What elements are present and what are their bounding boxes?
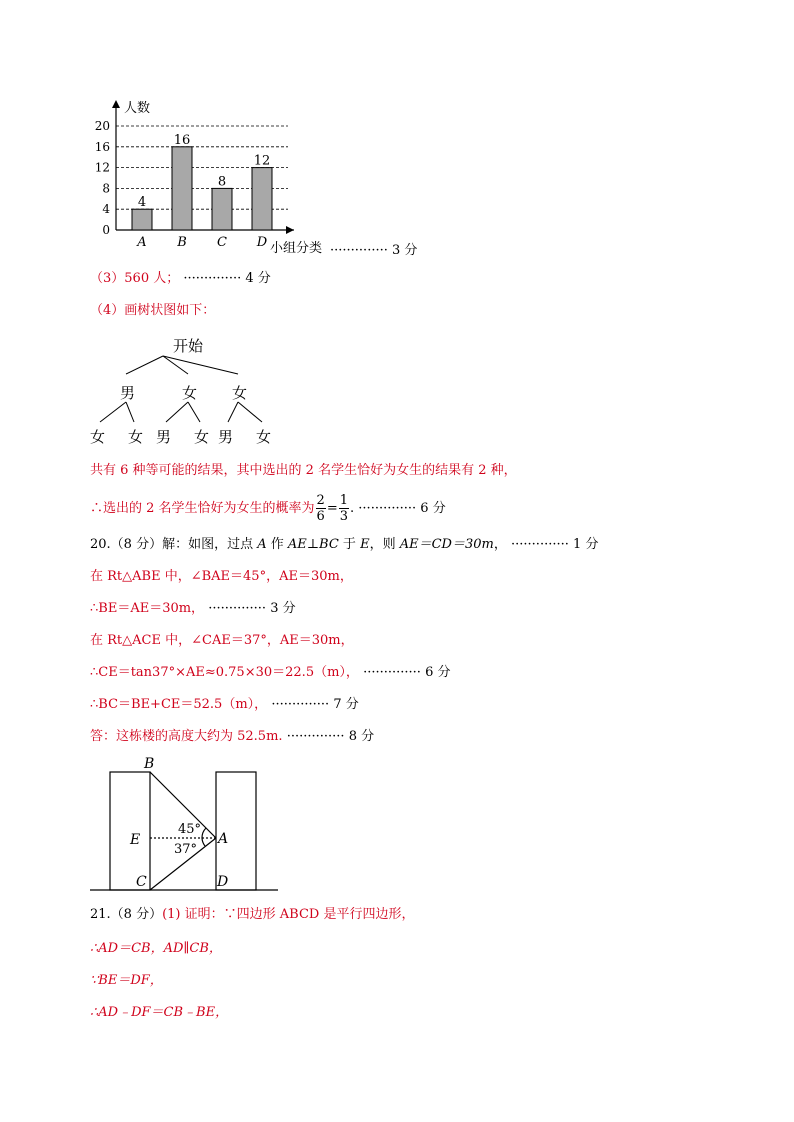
fraction-1-3 — [339, 493, 349, 524]
tree-node-l2: 女 — [90, 428, 106, 446]
tree-node-l1: 男 — [120, 384, 136, 402]
y-tick-label: 12 — [94, 160, 110, 175]
fraction-2-6 — [316, 493, 326, 524]
score-value: 4 — [245, 271, 254, 286]
part4-line: （4）画树状图如下： — [90, 303, 216, 318]
category-label: A — [137, 235, 147, 250]
probability-line — [90, 492, 446, 526]
leader-dots: ·············· — [330, 243, 388, 258]
fraction-denominator: 6 — [316, 509, 325, 524]
bar — [252, 168, 272, 230]
building-left — [110, 772, 150, 890]
perp-symbol: ⊥ — [306, 537, 320, 552]
q21-heading — [90, 906, 414, 924]
q20-head-equation: AE＝CD＝30m — [399, 537, 494, 552]
building-figure — [86, 754, 286, 894]
tree-diagram — [88, 334, 288, 448]
x-axis-label: 小组分类 — [270, 241, 323, 256]
angle-arc-45 — [202, 828, 206, 838]
probability-text: ∴选出的 2 名学生恰好为女生的概率为 — [90, 501, 315, 516]
q21-head-text: 21.（8 分） — [90, 907, 163, 922]
chart-score-line — [330, 242, 417, 260]
period: . — [350, 501, 355, 516]
bar — [212, 188, 232, 230]
q20-heading — [90, 536, 598, 554]
bar-value-label: 4 — [137, 195, 147, 211]
leader-dots: ·············· — [363, 665, 421, 680]
bar-value-label: 12 — [253, 153, 271, 169]
score-unit: 分 — [257, 271, 271, 286]
q21-head-red: (1) 证明：∵四边形 ABCD 是平行四边形， — [162, 907, 415, 922]
q20-line-3 — [90, 600, 296, 618]
score-unit: 分 — [437, 665, 451, 680]
score-value: 6 — [425, 665, 434, 680]
y-tick-label: 4 — [102, 202, 110, 217]
tree-root: 开始 — [173, 337, 204, 355]
score-value: 3 — [392, 243, 401, 258]
q20-head-end: ， — [493, 537, 507, 552]
category-label: D — [256, 235, 268, 250]
score-unit: 分 — [585, 537, 599, 552]
tree-node-l1: 女 — [232, 384, 248, 402]
leader-dots: ·············· — [286, 729, 345, 744]
y-tick-label: 20 — [94, 119, 110, 133]
tree-node-l2: 男 — [218, 428, 234, 446]
leader-dots: ·············· — [271, 697, 330, 712]
leader-dots: ·············· — [511, 537, 569, 552]
score-value: 6 — [420, 501, 429, 516]
q20-line-2: 在 Rt△ABE 中，∠BAE＝45°，AE＝30m， — [90, 569, 353, 584]
angle-arc-37 — [202, 838, 205, 846]
fraction-denominator: 3 — [339, 509, 349, 524]
score-unit: 分 — [404, 243, 418, 258]
score-unit: 分 — [432, 501, 446, 516]
label-d: D — [217, 874, 229, 890]
leader-dots: ·············· — [208, 601, 267, 616]
q20-head-ze: ，则 — [369, 537, 396, 552]
q20-answer-line — [90, 728, 374, 746]
q20-line-6 — [90, 696, 359, 714]
bar — [172, 147, 192, 230]
angle-45-label: 45° — [178, 822, 202, 837]
score-value: 3 — [270, 601, 279, 616]
bar-chart — [88, 96, 323, 256]
bar-value-label: 8 — [217, 174, 227, 190]
point-a: A — [257, 537, 267, 552]
leader-dots: ·············· — [358, 501, 417, 516]
category-label: C — [217, 235, 227, 250]
q20-answer-text: 答：这栋楼的高度大约为 52.5m. — [90, 729, 283, 744]
label-b: B — [144, 756, 155, 772]
tree-node-l2: 女 — [194, 428, 210, 446]
y-axis-arrow — [112, 100, 120, 108]
label-c: C — [136, 874, 147, 890]
y-axis-label: 人数 — [124, 101, 151, 116]
score-unit: 分 — [345, 697, 359, 712]
bar-value-label: 16 — [173, 132, 191, 148]
q20-head-text: 20.（8 分）解：如图，过点 — [90, 537, 254, 552]
part3-text: （3）560 人； — [90, 271, 180, 286]
q20-line-6-text: ∴BC＝BE+CE＝52.5（m）， — [90, 697, 268, 712]
tree-node-l1: 女 — [182, 384, 198, 402]
segment-ae: AE — [287, 537, 307, 552]
bar — [132, 209, 152, 230]
y-tick-label: 16 — [94, 139, 110, 154]
q21-line-2: ∴AD＝CB，AD∥CB， — [90, 941, 222, 956]
equals-sign: = — [326, 501, 338, 516]
q20-head-zuo: 作 — [270, 537, 284, 552]
label-a: A — [218, 831, 229, 847]
score-unit: 分 — [282, 601, 296, 616]
q20-line-4: 在 Rt△ACE 中，∠CAE＝37°，AE＝30m， — [90, 633, 354, 648]
score-unit: 分 — [361, 729, 375, 744]
q20-head-yu: 于 — [342, 537, 356, 552]
tree-node-l2: 女 — [128, 428, 144, 446]
category-label: B — [177, 235, 187, 250]
x-axis-arrow — [286, 226, 294, 234]
y-tick-label: 8 — [102, 181, 110, 196]
leader-dots: ·············· — [183, 271, 242, 286]
angle-37-label: 37° — [174, 842, 198, 857]
score-value: 7 — [333, 697, 342, 712]
q21-line-3: ∵BE＝DF， — [90, 973, 163, 988]
fraction-numerator: 1 — [339, 493, 349, 508]
conclusion-line: 共有 6 种等可能的结果，其中选出的 2 名学生恰好为女生的结果有 2 种， — [90, 463, 517, 478]
q20-line-3-text: ∴BE＝AE＝30m， — [90, 601, 205, 616]
q20-line-5-text: ∴CE＝tan37°×AE≈0.75×30＝22.5（m）， — [90, 665, 359, 680]
segment-bc: BC — [319, 537, 339, 552]
score-value: 1 — [573, 537, 582, 552]
fraction-numerator: 2 — [316, 493, 325, 508]
q21-line-4: ∴AD﹣DF＝CB﹣BE， — [90, 1005, 229, 1020]
part3-line — [90, 270, 271, 288]
tree-node-l2: 女 — [256, 428, 272, 446]
y-tick-label: 0 — [102, 223, 110, 237]
point-e: E — [360, 537, 370, 552]
label-e: E — [130, 832, 141, 848]
tree-node-l2: 男 — [156, 428, 172, 446]
q20-line-5 — [90, 664, 451, 682]
score-value: 8 — [348, 729, 357, 744]
